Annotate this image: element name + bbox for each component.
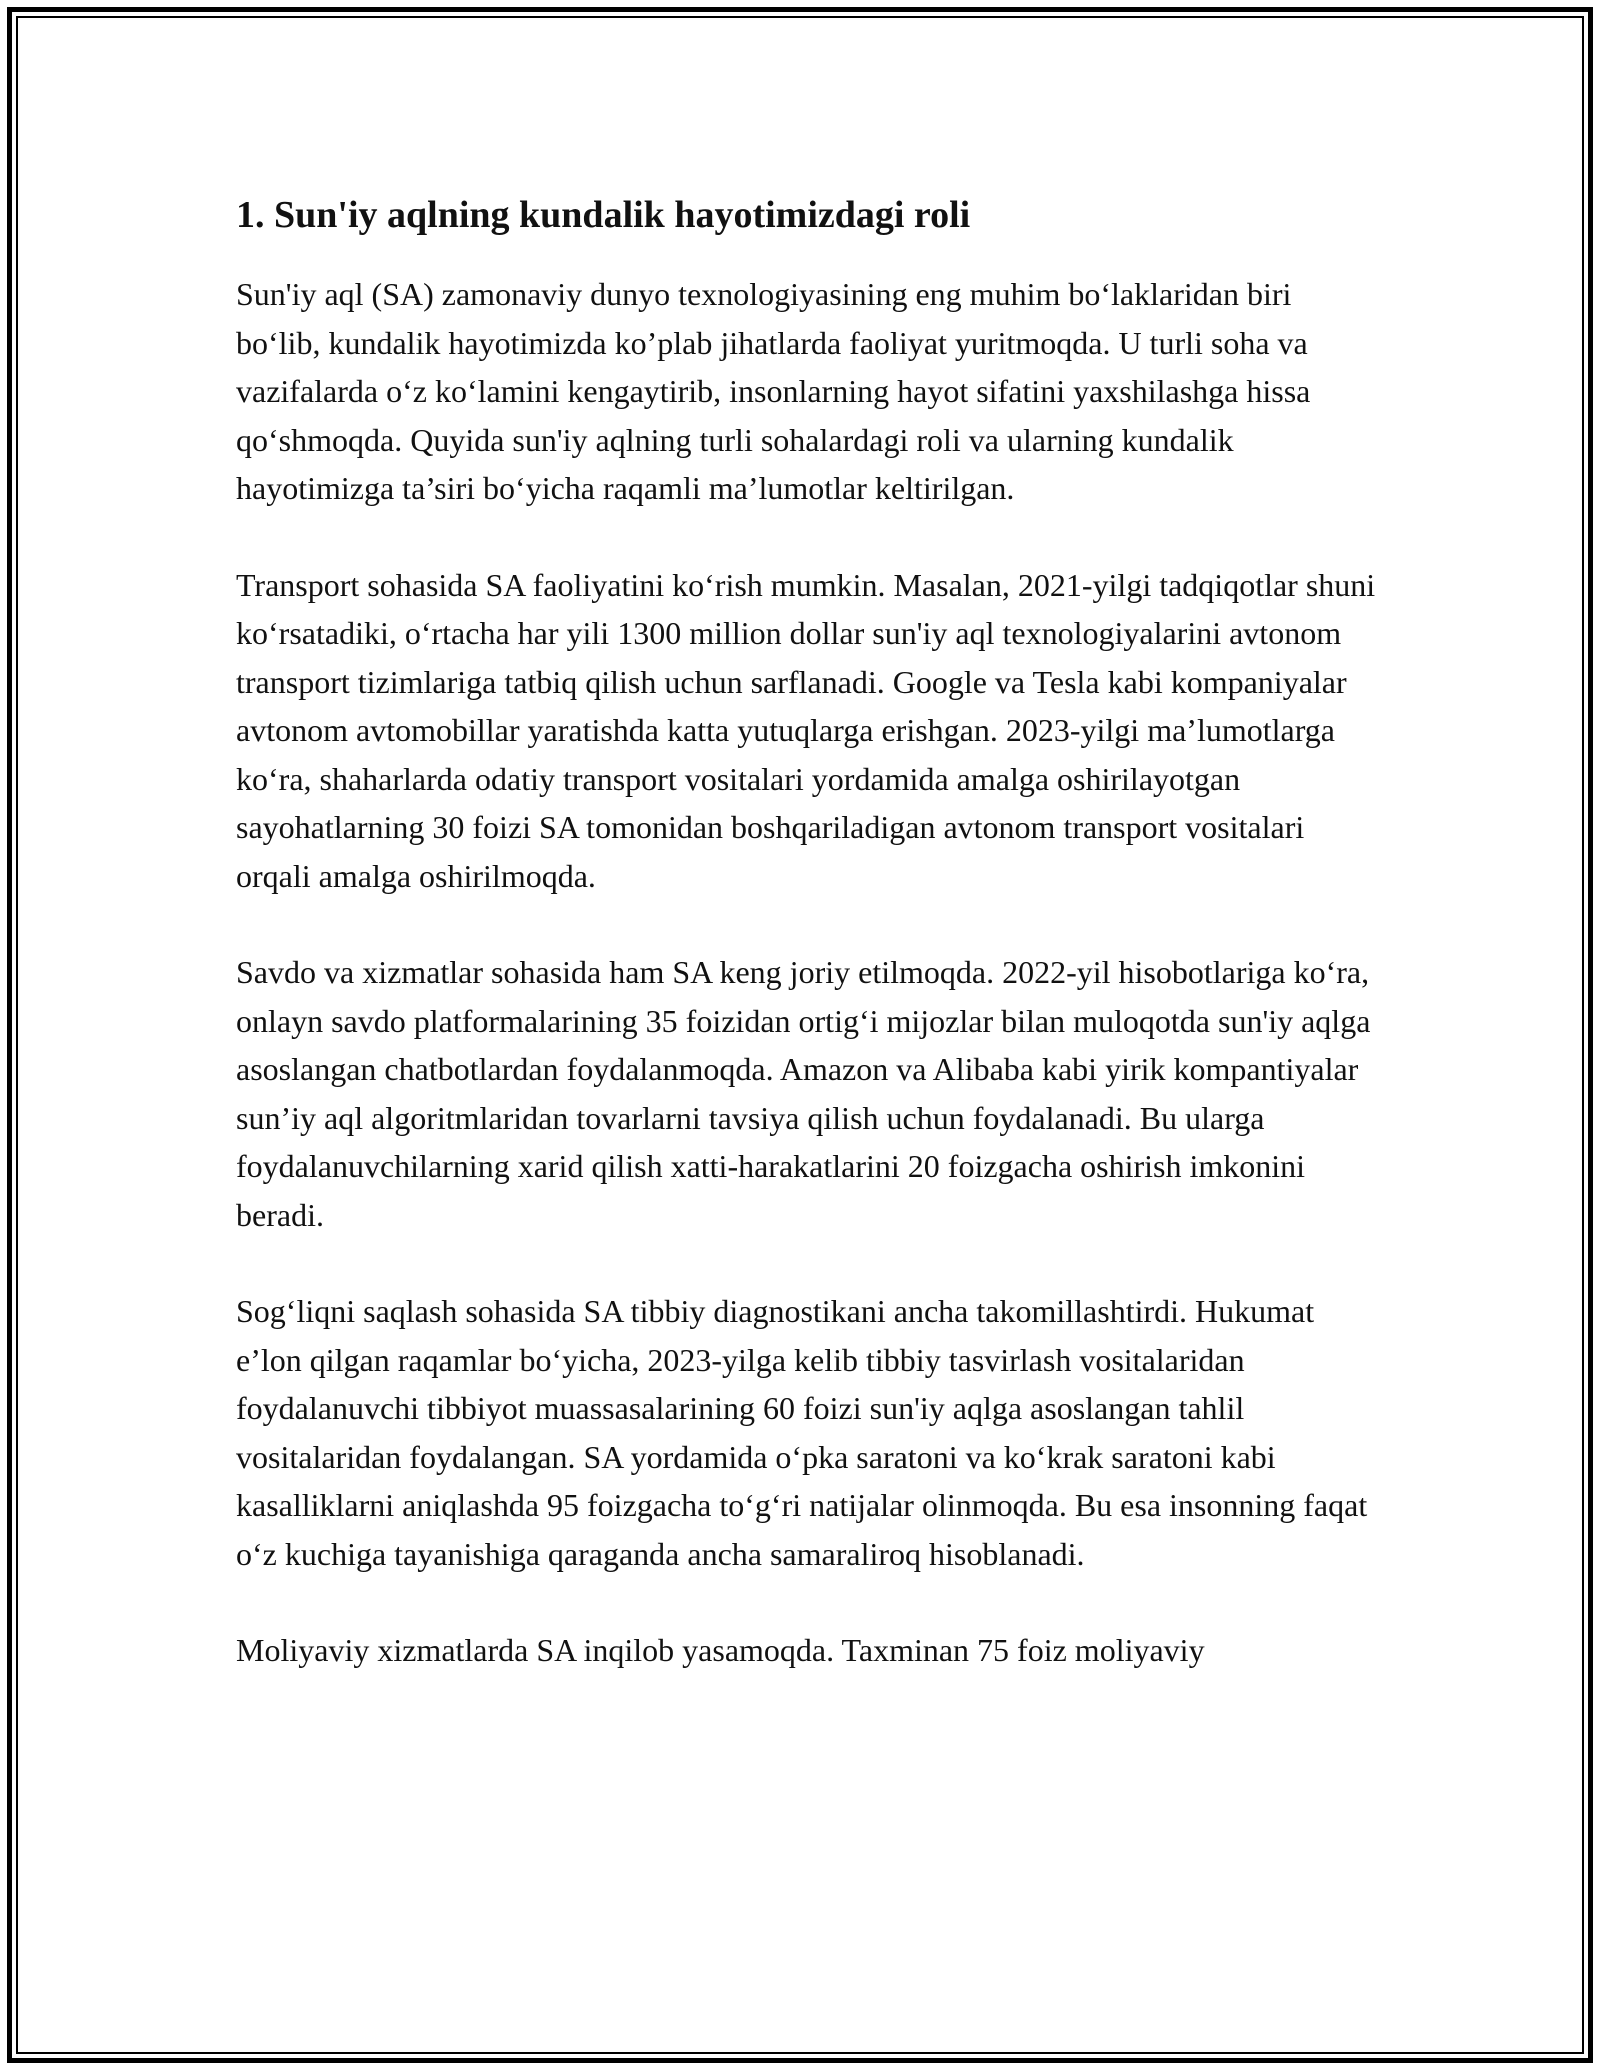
section-heading: 1. Sun'iy aqlning kundalik hayotimizdagi roli (236, 194, 971, 236)
document-body (236, 186, 1376, 1723)
paragraph-finance: Moliyaviy xizmatlarda SA inqilob yasamoqda. Taxminan 75 foiz moliyaviy (236, 1632, 1205, 1668)
paragraph-trade: Savdo va xizmatlar sohasida ham SA keng joriy etilmoqda. 2022-yil hisobotlariga ko‘ra, onlayn savdo platformalarining 35 foizidan ortig‘i mijozlar bilan muloqotda sun'iy aqlga asoslangan chatbotlardan foydalanmoqda. Amazon va Alibaba kabi yirik kompantiyalar sun’iy aql algoritmlaridan tovarlarni tavsiya qilish uchun foydalanadi. Bu ularga foydalanuvchilarning xarid qilish xatti-harakatlarini 20 foizgacha oshirish imkonini beradi. (236, 954, 1371, 1233)
paragraph-transport: Transport sohasida SA faoliyatini ko‘rish mumkin. Masalan, 2021-yilgi tadqiqotlar shuni ko‘rsatadiki, o‘rtacha har yili 1300 million dollar sun'iy aql texnologiyalarini avtonom transport tizimlariga tatbiq qilish uchun sarflanadi. Google va Tesla kabi kompaniyalar avtonom avtomobillar yaratishda katta yutuqlarga erishgan. 2023-yilgi ma’lumotlarga ko‘ra, shaharlarda odatiy transport vositalari yordamida amalga oshirilayotgan sayohatlarning 30 foizi SA tomonidan boshqariladigan avtonom transport vositalari orqali amalga oshirilmoqda. (236, 566, 1376, 894)
paragraph-intro: Sun'iy aql (SA) zamonaviy dunyo texnologiyasining eng muhim bo‘laklaridan biri bo‘lib, kundalik hayotimizda ko’plab jihatlarda faoliyat yuritmoqda. U turli soha va vazifalarda o‘z ko‘lamini kengaytirib, insonlarning hayot sifatini yaxshilashga hissa qo‘shmoqda. Quyida sun'iy aqlning turli sohalardagi roli va ularning kundalik hayotimizga ta’siri bo‘yicha raqamli ma’lumotlar keltirilgan. (236, 276, 1311, 506)
paragraph-healthcare: Sog‘liqni saqlash sohasida SA tibbiy diagnostikani ancha takomillashtirdi. Hukumat e’lon qilgan raqamlar bo‘yicha, 2023-yilga kelib tibbiy tasvirlash vositalaridan foydalanuvchi tibbiyot muassasalarining 60 foizi sun'iy aqlga asoslangan tahlil vositalaridan foydalangan. SA yordamida o‘pka saratoni va ko‘krak saratoni kabi kasalliklarni aniqlashda 95 foizgacha to‘g‘ri natijalar olinmoqda. Bu esa insonning faqat o‘z kuchiga tayanishiga qaraganda ancha samaraliroq hisoblanadi. (236, 1293, 1368, 1572)
